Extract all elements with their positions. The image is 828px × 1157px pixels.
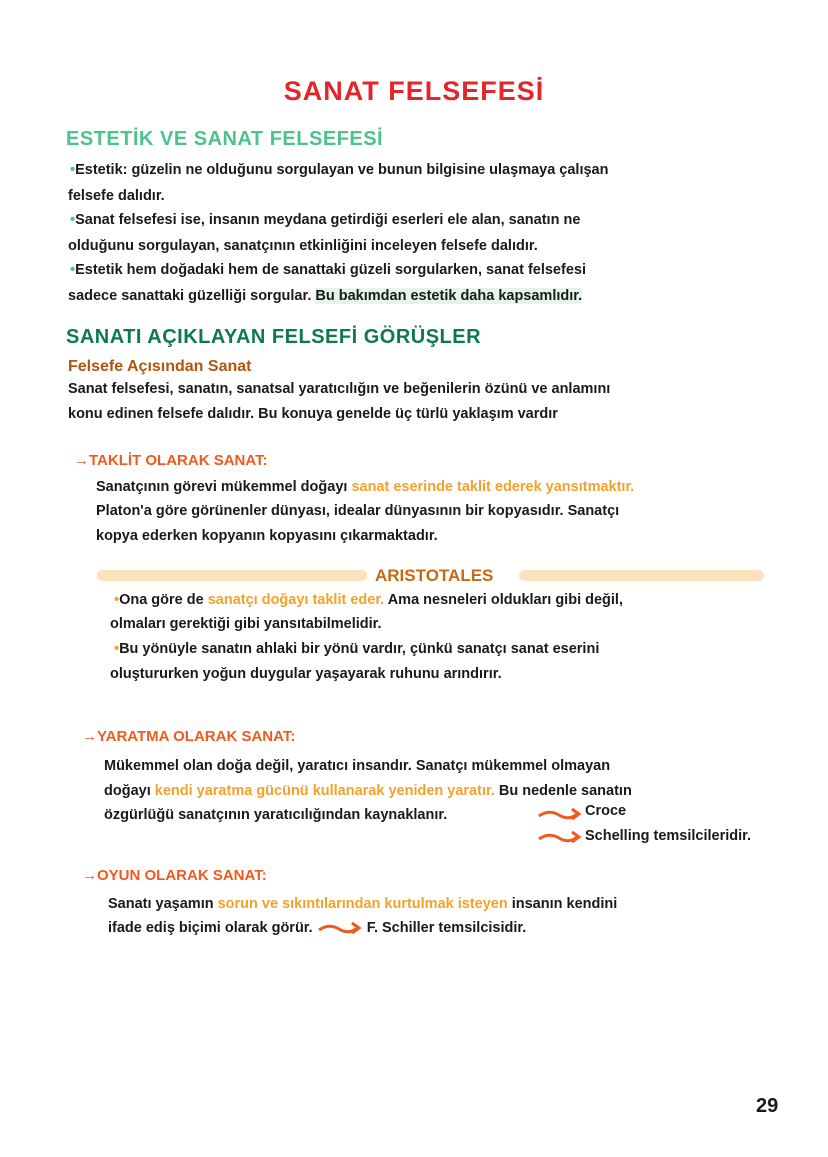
term: Sanat felsefesi [75,212,177,228]
bullet: • [70,262,76,278]
text-line: Mükemmel olan doğa değil, yaratıcı insandır. Sanatçı mükemmel olmayan [104,758,611,774]
text: sadece sanattaki güzelliği sorgular. [68,288,316,304]
wavy-arrow-icon [537,807,583,821]
text: Sanatı yaşamın [108,896,218,912]
text-line: oluştururken yoğun duygular yaşayarak ruhunu arındırır. [110,666,502,682]
text: doğayı [104,783,155,799]
term: Estetik: [75,162,128,178]
representative-schiller: F. Schiller temsilcisidir. [366,920,527,936]
section-heading-estetik: ESTETİK VE SANAT FELSEFESİ [66,128,384,150]
text: Bu yönüyle sanatın ahlaki bir yönü vardır, çünkü sanatçı sanat eserini [119,641,600,657]
arrow-right-icon: → [82,867,97,884]
arrow-right-icon: → [74,452,89,469]
section-heading-gorusler: SANATI AÇIKLAYAN FELSEFİ GÖRÜŞLER [66,326,482,348]
text-line: konu edinen felsefe dalıdır. Bu konuya genelde üç türlü yaklaşım vardır [68,406,558,422]
wavy-arrow-icon [317,921,363,935]
page-title: SANAT FELSEFESİ [283,76,545,106]
text-line: olmaları gerektiği gibi yansıtabilmelidir. [110,616,382,632]
bullet: • [70,212,76,228]
text: Ama nesneleri oldukları gibi değil, [384,592,623,608]
highlighted-text: sanat eserinde taklit ederek yansıtmaktır. [351,479,635,495]
text-line: Sanat felsefesi, sanatın, sanatsal yaratıcılığın ve beğenilerin özünü ve anlamını [68,381,611,397]
text: ifade ediş biçimi olarak görür. [108,920,313,936]
highlighted-text: sanatçı doğayı taklit eder. [207,592,385,608]
subheading: Felsefe Açısından Sanat [68,358,252,375]
highlighted-text: Bu bakımdan estetik daha kapsamlıdır. [315,288,583,304]
representative-schelling: Schelling temsilcileridir. [585,828,752,844]
bullet: • [70,162,76,178]
text: güzelin ne olduğunu sorgulayan ve bunun bilgisine ulaşmaya çalışan [127,162,609,178]
representative-croce: Croce [585,803,627,819]
aristotales-heading: ARISTOTALES [375,566,494,585]
text-line: felsefe dalıdır. [68,188,165,204]
bullet: • [114,592,120,608]
highlighted-text: sorun ve sıkıntılarından kurtulmak isteyen [217,896,508,912]
divider-bar [519,570,764,581]
bullet: • [114,641,120,657]
text: Estetik hem doğadaki hem de sanattaki güzeli sorgularken, sanat felsefesi [75,262,586,278]
wavy-arrow-icon [537,830,583,844]
text: Ona göre de [119,592,208,608]
text: ise, insanın meydana getirdiği eserleri ele alan, sanatın ne [176,212,581,228]
page-number: 29 [756,1095,779,1117]
divider-bar [97,570,367,581]
section-heading-oyun: OYUN OLARAK SANAT: [97,867,267,884]
text: insanın kendini [507,896,618,912]
text: Bu nedenle sanatın [494,783,632,799]
text-line: kopya ederken kopyanın kopyasını çıkarmaktadır. [96,528,438,544]
section-heading-taklit: TAKLİT OLARAK SANAT: [89,452,268,469]
section-heading-yaratma: YARATMA OLARAK SANAT: [97,728,296,745]
text: Sanatçının görevi mükemmel doğayı [96,479,352,495]
text-line: Platon'a göre görünenler dünyası, idealar dünyasının bir kopyasıdır. Sanatçı [96,503,620,519]
text-line: özgürlüğü sanatçının yaratıcılığından kaynaklanır. [104,807,448,823]
text-line: olduğunu sorgulayan, sanatçının etkinliğini inceleyen felsefe dalıdır. [68,238,538,254]
arrow-right-icon: → [82,728,97,745]
highlighted-text: kendi yaratma gücünü kullanarak yeniden yaratır. [154,783,495,799]
